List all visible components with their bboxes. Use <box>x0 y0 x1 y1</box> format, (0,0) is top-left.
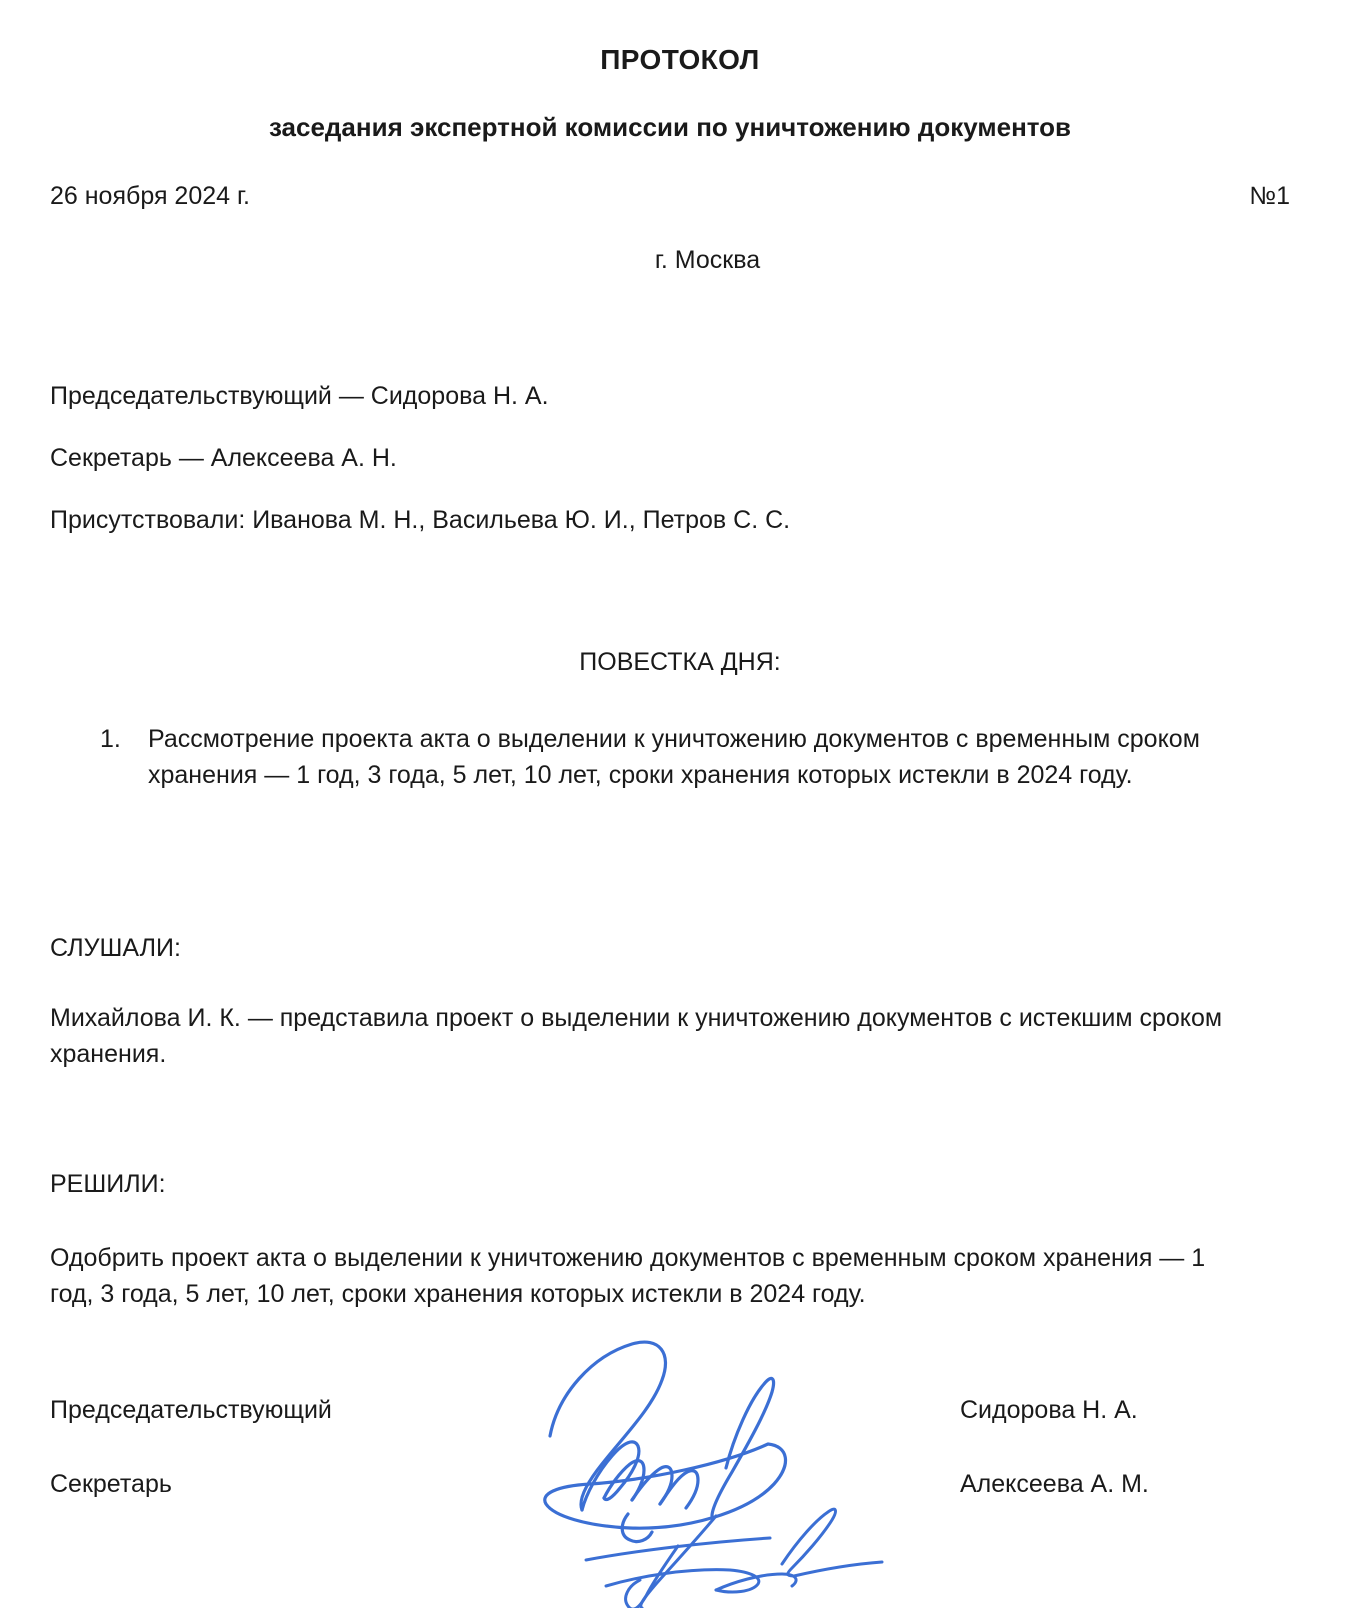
heard-section-label: СЛУШАЛИ: <box>50 934 181 962</box>
document-number: №1 <box>1249 182 1290 210</box>
signature-row <box>50 1470 1310 1544</box>
signature-role: Секретарь <box>50 1470 172 1498</box>
document-title: ПРОТОКОЛ <box>600 44 760 75</box>
participant-chairperson: Председательствующий — Сидорова Н. А. <box>50 382 549 410</box>
signature-block <box>50 1396 1310 1544</box>
decided-section-label: РЕШИЛИ: <box>50 1170 166 1198</box>
agenda-item <box>100 722 1260 793</box>
participant-attendees: Присутствовали: Иванова М. Н., Васильева Ю. И., Петров С. С. <box>50 506 791 534</box>
heard-section-text: Михайлова И. К. — представила проект о выделении к уничтожению документов с истекшим сроком хранения. <box>50 1004 1223 1069</box>
decided-section-text: Одобрить проект акта о выделении к уничтожению документов с временным сроком хранения — 1 год, 3 года, 5 лет, 10 лет, сроки хранения которых истекли в 2024 году. <box>50 1244 1206 1309</box>
document-date: 26 ноября 2024 г. <box>50 182 250 210</box>
signature-name: Сидорова Н. А. <box>960 1396 1138 1424</box>
agenda-item-marker: 1. <box>100 725 121 753</box>
signature-role: Председательствующий <box>50 1396 332 1424</box>
signature-name: Алексеева А. М. <box>960 1470 1149 1498</box>
document-meta-row <box>50 182 1290 211</box>
agenda-heading: ПОВЕСТКА ДНЯ: <box>579 648 781 676</box>
signature-row <box>50 1396 1310 1470</box>
participants-block <box>50 382 1290 535</box>
agenda-list <box>100 722 1260 793</box>
document-city: г. Москва <box>654 246 761 274</box>
participant-secretary: Секретарь — Алексеева А. Н. <box>50 444 397 472</box>
agenda-item-text: Рассмотрение проекта акта о выделении к уничтожению документов с временным сроком хранения — 1 год, 3 года, 5 лет, 10 лет, сроки хранения которых истекли в 2024 году. <box>148 725 1200 789</box>
document-subtitle: заседания экспертной комиссии по уничтожению документов <box>268 112 1072 142</box>
